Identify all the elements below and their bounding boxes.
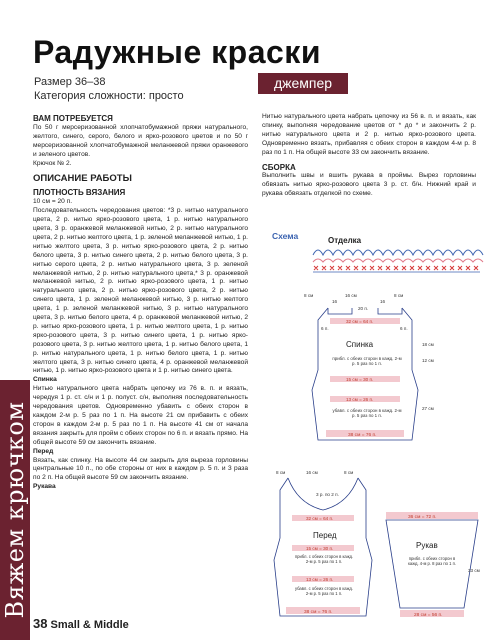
svg-text:8 см: 8 см — [394, 293, 404, 298]
sidebar-label: Вяжем крючком — [1, 401, 29, 619]
svg-text:32 см = 64 п.: 32 см = 64 п. — [346, 319, 374, 324]
assembly-text: Выполнить швы и вшить рукава в проймы. Вырез горловины обвязать нитью ярко-розового цвета 3 р. ст. б/н. Нижний край и рукава обвязать отделкой по схеме. — [262, 172, 476, 198]
magazine-name: Small & Middle — [50, 619, 129, 631]
svg-text:13 см = 26 п.: 13 см = 26 п. — [346, 397, 374, 402]
section-sidebar — [0, 380, 30, 640]
svg-text:27 см: 27 см — [422, 406, 434, 411]
sequence-text: Последовательность чередования цветов: *3 р. нитью натурального цвета, 2 р. нитью ярко-розового цвета, 1 р. нитью натурального цвета, 3 р. оранжевой меланжевой нитью, 2 р. нитью натурального цвета, 2 р. нитью желтого цвета, 1 р. зеленой меланжевой нитью, 1 р. нитью желтого цвета, 3 р. нитью ярко-розового цвета, 2 р. нитью белого цвета, 3 р. нитью синего цвета, 2 р. нитью белого цвета, 3 р. нитью серого цвета, 2 р. нитью натурального цвета, 3 р. зеленой меланжевой нитью, 2 р. нитью натурального цвета,* 3 р. оранжевой меланжевой нитью, 2 р. нитью ярко-розового цвета, 1 р. нитью натурального цвета, 2 р. нитью ярко-розового цвета, 2 р. нитью синего цвета, 1 р. зеленой меланжевой нитью, 3 р. нитью желтого цвета, 1 р. зеленой меланжевой нитью, 3 р. нитью натурального цвета, 3 р. нитью белого цвета, 4 р. оранжевой меланжевой нитью, 2 р. нитью ярко-розового цвета, 1 р. нитью желтого цвета, 1 р. нитью ярко-розового цвета, 3 р. нитью синего цвета, 1 р. нитью ярко-розового цвета, 3 р. нитью желтого цвета, 1 р. нитью белого цвета, 1 р. нитью натурального цвета, 1 р. нитью белого цвета, 1 р. нитью желтого цвета, 3 р. нитью синего цвета, 4 р. оранжевой меланжевой нитью, 1 р. нитью ярко-розового цвета и 1 р. нитью синего цвета. — [33, 207, 248, 375]
svg-text:32 см = 64 п.: 32 см = 64 п. — [306, 516, 334, 521]
assembly-heading: СБОРКА — [262, 162, 296, 172]
svg-text:36 см = 72 п.: 36 см = 72 п. — [408, 515, 437, 520]
back-pattern: 8 см 16 см 8 см 16 16 20 п. 32 см = 64 п. Спинка 6 п. 6 п. 18 см 12 см 27 см 15 см = 30 п. прибл. с обеих сторон в кажд. 2-м р. 5 раз по 1 п. 13 см = 26 п. убавл. с обеих сторон в кажд. 2-м р. 5 раз по 1 п. 38 см = 76 п. — [304, 293, 434, 438]
svg-text:18 см: 18 см — [422, 342, 434, 347]
sleeve-pattern-label: Рукав — [416, 541, 438, 550]
svg-text:6 п.: 6 п. — [400, 326, 408, 331]
difficulty-line: Категория сложности: просто — [34, 90, 184, 102]
trim-label: Отделка — [328, 236, 362, 245]
density-heading: ПЛОТНОСТЬ ВЯЗАНИЯ — [33, 188, 126, 198]
svg-text:15 см = 30 п.: 15 см = 30 п. — [346, 377, 374, 382]
materials-heading: ВАМ ПОТРЕБУЕТСЯ — [33, 115, 113, 123]
svg-text:38 см = 76 п.: 38 см = 76 п. — [348, 433, 377, 438]
density-text: 10 см = 20 п. — [33, 198, 73, 206]
svg-text:16 см: 16 см — [306, 470, 318, 475]
svg-text:28 см = 56 п.: 28 см = 56 п. — [414, 613, 443, 618]
front-text: Вязать, как спинку. На высоте 44 см закрыть для выреза горловины центральные 10 п., по обе стороны от них в каждом р. 5 п. и 3 раза по 2 п. На общей высоте 59 см закончить вязание. — [33, 456, 248, 482]
front-pattern: 8 см 16 см 8 см 3 р. по 2 п. 32 см = 64 п. 15 см = 30 п. Перед прибл. с обеих сторон в кажд. 2-м р. 5 раз по 1 п. 13 см = 26 п. убавл. с обеих сторон в кажд. 2-м р. 5 раз по 1 п. 38 см = 76 п. — [268, 468, 378, 620]
article-title: Радужные краски — [33, 34, 321, 70]
svg-text:15 см = 30 п.: 15 см = 30 п. — [306, 546, 334, 551]
svg-text:12 см: 12 см — [422, 358, 434, 363]
svg-text:8 см: 8 см — [276, 470, 286, 475]
svg-text:3 р. по 2 п.: 3 р. по 2 п. — [316, 492, 339, 497]
sleeve-pattern: 36 см = 72 п. Рукав прибл. с обеих сторон в кажд. 4-м р. 8 раз по 1 п. 33 см 28 см = 56 п. — [380, 508, 484, 620]
work-heading: ОПИСАНИЕ РАБОТЫ — [33, 173, 132, 185]
article-subtitle — [34, 75, 184, 103]
back-pattern-label: Спинка — [346, 340, 374, 349]
page-footer — [33, 616, 129, 631]
back-heading: Спинка — [33, 376, 57, 384]
svg-text:20 п.: 20 п. — [358, 306, 369, 311]
hook-text: Крючок № 2. — [33, 159, 72, 167]
svg-text:13 см = 26 п.: 13 см = 26 п. — [306, 577, 334, 582]
category-badge: джемпер — [258, 73, 348, 94]
sleeve-heading: Рукава — [33, 483, 56, 491]
svg-text:8 см: 8 см — [304, 293, 314, 298]
svg-text:8 см: 8 см — [344, 470, 354, 475]
materials-text: По 50 г мерсеризованной хлопчатобумажной пряжи натурального, желтого, синего, серого, белого и ярко-розового цветов и по 50 г мерсеризованной хлопчатобумажной меланжевой пряжи оранжевого и зеленого цветов. — [33, 123, 248, 158]
left-column — [33, 115, 248, 615]
svg-text:16: 16 — [380, 299, 386, 304]
right-column — [262, 113, 476, 223]
back-text: Нитью натурального цвета набрать цепочку из 76 в. п. и вязать, чередуя 1 р. ст. с/н и 1 р. полуст. с/н, выполняя последовательность чередования цветов. Одновременно убавить с обеих сторон в каждом 2-м р. 5 раз по 1 п. На высоте 21 см прибавить с обеих сторон в каждом 2-м р. 5 раз по 1 п. На высоте 41 см от начала вязания закрыть для пройм с обеих сторон по 6 п. и вязать прямо. На общей высоте 59 см закончить вязание. — [33, 385, 248, 446]
size-line: Размер 36–38 — [34, 76, 106, 88]
svg-text:6 п.: 6 п. — [321, 326, 329, 331]
scheme-label: Схема — [272, 231, 299, 241]
svg-text:38 см = 76 п.: 38 см = 76 п. — [304, 610, 333, 615]
front-pattern-label: Перед — [313, 531, 337, 540]
sleeve-text: Нитью натурального цвета набрать цепочку из 56 в. п. и вязать, как спинку, выполняя чередование цветов от * до * и закончить 2 р. нитью натурального цвета и 2 р. нитью ярко-розового цвета. Одновременно вязать, прибавляя с обеих сторон в каждом 4-м р. 8 раз по 1 п. На общей высоте 33 см закончить вязание. — [262, 113, 476, 156]
trim-stitch-chart — [313, 250, 483, 272]
trim-scheme — [258, 222, 484, 276]
svg-text:16: 16 — [332, 299, 338, 304]
svg-text:33 см: 33 см — [468, 568, 480, 573]
front-heading: Перед — [33, 447, 54, 455]
page-number: 38 — [33, 616, 48, 631]
svg-text:16 см: 16 см — [345, 293, 357, 298]
